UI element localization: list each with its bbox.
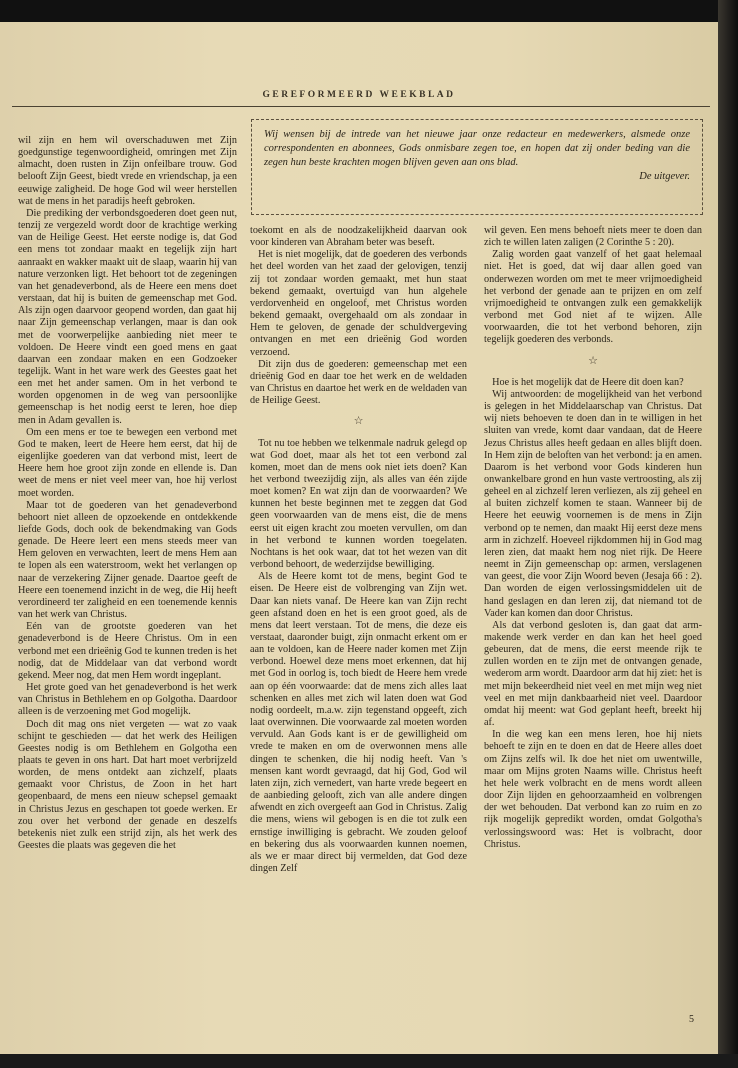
column-1 — [18, 135, 237, 990]
paragraph: In die weg kan een mens leren, hoe hij niets behoeft te zijn en te doen en dat de Heere alles doet om Zijns zelfs wil. Ik doe het niet om uwentwille, maar om Mijns groten Naams wille. Christus heeft het hele werk volbracht en de mens wordt alleen door Zijn lijden en gehoorzaamheid en volbrengen der wet behouden. Dat verbond kan zo ruim en zo rijk mogelijk gepredikt worden, omdat Golgotha's verlossingswoord was: Het is volbracht, door Christus. — [484, 729, 702, 850]
page-number: 5 — [689, 1014, 694, 1025]
paragraph: wil geven. Een mens behoeft niets meer te doen dan zich te willen laten zaligen (2 Corinthe 5 : 20). — [484, 225, 702, 249]
star-separator-icon: ☆ — [588, 354, 598, 367]
scan-bottom-strip — [0, 1054, 738, 1068]
paragraph: Maar tot de goederen van het genadeverbond behoort niet alleen de opzoekende en ontdekkende liefde Gods, doch ook de bekendmaking van Gods genade. De Heere leert een mens steeds meer van Hem geloven en verwachten, leert de mens Hem aan te lopen als een waterstroom, wekt het verlangen op naar de verzekering Zijner genade. Daartoe geeft de Heere een toenemend inzicht in de weg, die Hij heeft verordineerd ter zaligheid en een toenemende kennis van het werk van Christus. — [18, 499, 237, 621]
paragraph: toekomt en als de noodzakelijkheid daarvan ook voor kinderen van Abraham beter was beseft. — [250, 225, 467, 249]
paragraph: Die prediking der verbondsgoederen doet geen nut, tenzij ze vergezeld wordt door de krachtige werking van de Heilige Geest. Het eerste nodige is, dat God een mens tot zondaar maakt en tegelijk zijn hart aanraakt en wakker maakt uit de slaap, waarin hij van nature verzonken ligt. Het behoort tot de zegeningen van het genadeverbond, als de Heere een mens doet verstaan, dat hij is buiten de gemeenschap met God. Als zijn ogen daarvoor geopend worden, dan gaat hij naar Zijn gemeenschap verlangen, maar is dan ook met de voorwerpelijke aanbieding niet meer te voldoen. De Heere vindt een goed mens en gaat daarvan een zondaar maken en een Godzoeker tegelijk. Want in het ware werk des Geestes gaat het een met het ander samen. Om in het verbond te worden opgenomen in de weg van persoonlijke gemeenschap is het nodig eerst te leren, hoe diep men in Adam gevallen is. — [18, 207, 237, 426]
paragraph: Als de Heere komt tot de mens, begint God te eisen. De Heere eist de volbrenging van Zijn wet. Daar kan niets vanaf. De Heere kan van Zijn recht geen afstand doen en het is een groot goed, als de mens dat leert verstaan. Tot de mens, die deze eis verstaat, daaronder buigt, zijn onmacht erkent om er aan te voldoen, kan de Heere nader komen met Zijn verbond. Hoewel deze mens moet erkennen, dat hij met God in oorlog is, toch biedt de Heere hem vrede aan op één voorwaarde: dat de mens zich alles laat schenken en alles met zich wil laten doen wat God nodig oordeelt, m.a.w. zijn tegenstand opgeeft, zich laat overwinnen. Die voorwaarde zal moeten worden vervuld. Aan Gods kant is er de gewilligheid om vrede te maken en om de overwonnen mens alle dingen te schenken, die hij nodig heeft. Van 's mensen kant wordt gevraagd, dat hij God, God wil laten zijn, zich vernedert, van harte vrede begeert en de aanbieding gelooft, zich van alle andere dingen afwendt en zich overgeeft aan God in Christus. Zalig die mens, wiens wil gebogen is en die tot zulk een ernstige inwilliging is gebracht. We zouden geloof en bekering dus als voorwaarden kunnen noemen, als we er maar direct bij vermelden, dat God deze dingen Zelf — [250, 571, 467, 874]
paragraph: Om een mens er toe te bewegen een verbond met God te maken, leert de Heere hem eerst, dat hij de eigenlijke goederen van dat verbond mist, leert de Heere hem hoe groot zijn zonde en ellende is. Dan weet de mens er niet veel meer van, hoe hij verlost moet worden. — [18, 426, 237, 499]
paragraph: Als dat verbond gesloten is, dan gaat dat arm-makende werk verder en dan kan het heel goed gebeuren, dat de mens, die eerst meende rijk te zullen worden en te zijn met de ontvangen genade, wederom arm wordt. Daardoor arm dat hij ziet: het is met mijn bekeerdheid niet veel en met mijn weg niet veel en met mijn dankbaarheid niet veel. Daardoor omdat hij meent: wat God geplant heeft, breekt hij af. — [484, 619, 702, 729]
header-rule — [12, 106, 710, 107]
star-separator-icon: ☆ — [353, 415, 364, 428]
paragraph: Eén van de grootste goederen van het genadeverbond is de Heere Christus. Om in een verbond met een drieënig God te kunnen treden is het nodig, dat de Middelaar van dat verbond wordt gekend. Meer nog, dat men Hem wordt ingeplant. — [18, 621, 237, 681]
paragraph: Het grote goed van het genadeverbond is het werk van Christus in Bethlehem en op Golgotha. Daardoor alleen is de verzoening met God mogelijk. — [18, 682, 237, 718]
paragraph: Zalig worden gaat vanzelf of het gaat helemaal niet. Het is goed, dat wij daar allen goed van onderwezen worden om met te meer vrijmoedigheid het verbond der genade aan te prijzen en om zelf vrijmoedigheid te ontvangen zulk een gemakkelijk verbond met God niet af te wijzen. Alle voorwaarden, die tot het verbond behoren, zijn tegelijk goederen des verbonds. — [484, 249, 702, 346]
scan-edge — [718, 0, 738, 1068]
column-2 — [250, 225, 467, 990]
notice-text: Wij wensen bij de intrede van het nieuwe jaar onze redacteur en medewerkers, alsmede onze correspondenten en abonnees, Gods onmisbare zegen toe, en hopen dat zij onder beding van die zegen hun beste krachten mogen blijven geven aan ons blad. — [264, 129, 690, 168]
page-header: GEREFORMEERD WEEKBLAD — [262, 90, 456, 100]
paragraph: Wij antwoorden: de mogelijkheid van het verbond is gelegen in het Middelaarschap van Christus. Dat wij niets behoeven te doen dan in te willigen in het sluiten van vrede, komt daar vandaan, dat de Heere Jezus Christus alles heeft gedaan en alles blijft doen. In Hem zijn de beloften van het verbond: ja en amen. Daarom is het verbond voor Gods kinderen hun onwankelbare grond en hun vaste vertroosting, als zij geheel en al zichzelf leren verliezen, als zij geheel en al buiten zichzelf komen te staan. Wanneer bij de Heere het eeuwig voornemen is de mens in Zijn verbond op te nemen, dan maakt Hij eerst deze mens arm in zichzelf. Hoeveel rijkdommen hij in God mag leren zien, dat maakt hem nog niet rijk. De Heere neemt in Zijn gemeenschap op: armen, verslagenen van geest, die voor Zijn Woord beven (Jesaja 66 : 2). Dan worden de eigen verlossingsmiddelen uit de hand geslagen en dan leren zij, dat niemand tot de Vader kan komen dan door Christus. — [484, 388, 702, 619]
column-3 — [484, 225, 702, 990]
paragraph: Tot nu toe hebben we telkenmale nadruk gelegd op wat God doet, maar als het tot een verbond zal komen, moet dan de mens ook niet iets doen? Kan het verbond tweezijdig zijn, als alles van één zijde moet komen? En wat zijn dan de voorwaarden? We kunnen het beste beginnen met te zeggen dat God geen voorwaarden van de mens eist, die de mens eerst uit eigen kracht zou moeten vervullen, om dan in het verbond te kunnen worden toegelaten. Nochtans is het ook waar, dat tot het wezen van dit verbond behoort, de wederzijdse bewilliging. — [250, 437, 467, 571]
paragraph: Hoe is het mogelijk dat de Heere dit doen kan? — [492, 376, 684, 388]
notice-signature: De uitgever. — [639, 171, 690, 182]
paragraph: wil zijn en hem wil overschaduwen met Zijn goedgunstige tegenwoordigheid, omringen met Zijn almacht, doen rusten in Zijn onfeilbare trouw. God belooft Zijn Geest, biedt vrede en vriendschap, ja een eeuwige zaligheid. De hoge God wil weer herstellen wat de mens in het paradijs heeft gebroken. — [18, 135, 237, 207]
paragraph: Het is niet mogelijk, dat de goederen des verbonds het deel worden van het zaad der gelovigen, tenzij zij tot zondaar worden gemaakt, met hun staat bekend gemaakt, overtuigd van hun algehele verdorvenheid en ongeloof, met Christus worden bekend gemaakt, overgehaald om als zondaar in Hem te geloven, de genade der schuldvergeving ontvangen en met een drieënig God worden verzoend. — [250, 249, 467, 358]
paragraph: Dit zijn dus de goederen: gemeenschap met een drieënig God en daar toe het werk en de weldaden van Christus en daartoe het werk en de weldaden van de Heilige Geest. — [250, 358, 467, 407]
new-year-notice — [251, 119, 703, 215]
paragraph: Doch dit mag ons niet vergeten — wat zo vaak schijnt te geschieden — dat het werk des Heiligen Geestes nodig is om Bethlehem en Golgotha een plaats te geven in ons hart. Dat hart moet verbrijzeld worden, de mens ontdekt aan zichzelf, plaats gemaakt voor Christus, de Zoon in het hart geopenbaard, de mens een nieuw schepsel gemaakt in Christus Jezus en geschapen tot goede werken. Er zou over het verbond der genade en deszelfs betekenis niet zulk een strijd zijn, als het werk des Geestes die plaats was gegeven die het — [18, 718, 237, 852]
newspaper-page — [0, 22, 718, 1054]
